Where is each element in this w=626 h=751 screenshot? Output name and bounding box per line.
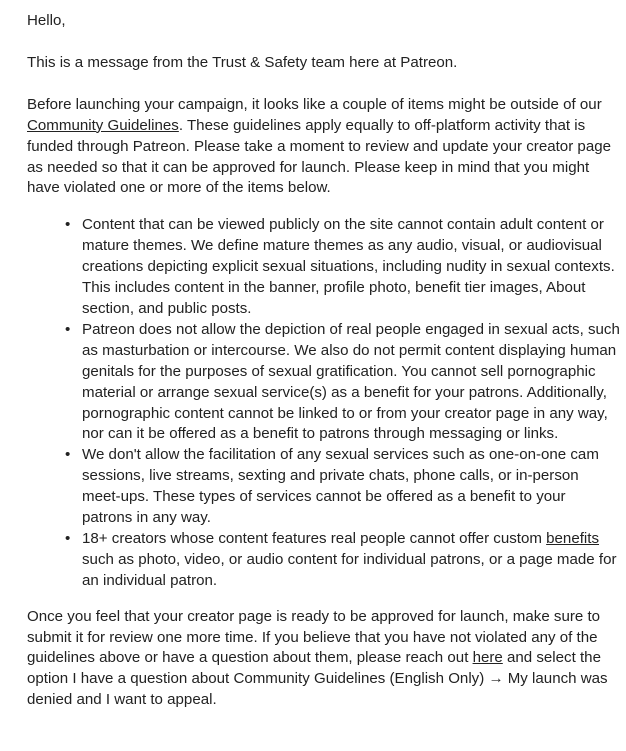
list-item-text: Content that can be viewed publicly on the site cannot contain adult content or mature themes. We define mature themes as any audio, visual, or audiovisual creations depicting explicit sexual situations, including nudity in sexual contexts. This includes content in the banner, profile photo, benefit tier images, About section, and public posts. [82,216,615,317]
list-item-text-before: 18+ creators whose content features real people cannot offer custom [82,529,547,547]
support-here-link[interactable]: here [472,649,503,667]
community-guidelines-link[interactable]: Community Guidelines [27,116,179,134]
paragraph-appeal [27,607,620,712]
list-item-sexual-services [65,445,620,529]
bullet-icon: • [65,320,71,338]
list-item-text: We don't allow the facilitation of any sexual services such as one-on-one cam sessions, live streams, sexting and private chats, phone calls, or in-person meet-ups. These types of services cannot be offered as a benefit to your patrons in any way. [82,446,599,527]
violation-list [27,215,620,591]
benefits-link[interactable]: benefits [546,529,600,547]
bullet-icon: • [65,216,71,234]
intro-text: This is a message from the Trust & Safety team here at Patreon. [27,53,458,71]
list-item-custom-benefits [65,529,620,592]
paragraph-guidelines [27,95,620,200]
list-item-adult-content [65,215,620,320]
paragraph-appeal-text-after: and select the option I have a question about Community Guidelines (English Only) → My launch was denied and I want to appeal. [27,649,608,709]
paragraph-appeal-text-before: Once you feel that your creator page is ready to be approved for launch, make sure to submit it for review one more time. If you believe that you have not violated any of the guidelines above or have a question about them, please reach out [27,607,601,667]
bullet-icon: • [65,529,71,547]
paragraph-guidelines-text-before: Before launching your campaign, it looks like a couple of items might be outside of our [27,95,602,113]
list-item-text-after: such as photo, video, or audio content for individual patrons, or a page made for an individual patron. [82,550,617,589]
bullet-icon: • [65,446,71,464]
list-item-sexual-acts [65,320,620,445]
greeting: Hello, [27,12,66,29]
list-item-text: Patreon does not allow the depiction of real people engaged in sexual acts, such as masturbation or intercourse. We also do not permit content displaying human genitals for the purposes of sexual gratification. You cannot sell pornographic material or arrange sexual service(s) as a benefit for your patrons. Additionally, pornographic content cannot be linked to or from your creator page in any way, nor can it be offered as a benefit to patrons through messaging or links. [82,320,620,443]
paragraph-guidelines-text-after: . These guidelines apply equally to off-platform activity that is funded through Patreon. Please take a moment to review and update your creator page as needed so that it can be approved for launch. Please keep in mind that you might have violated one or more of the items below. [27,116,611,197]
